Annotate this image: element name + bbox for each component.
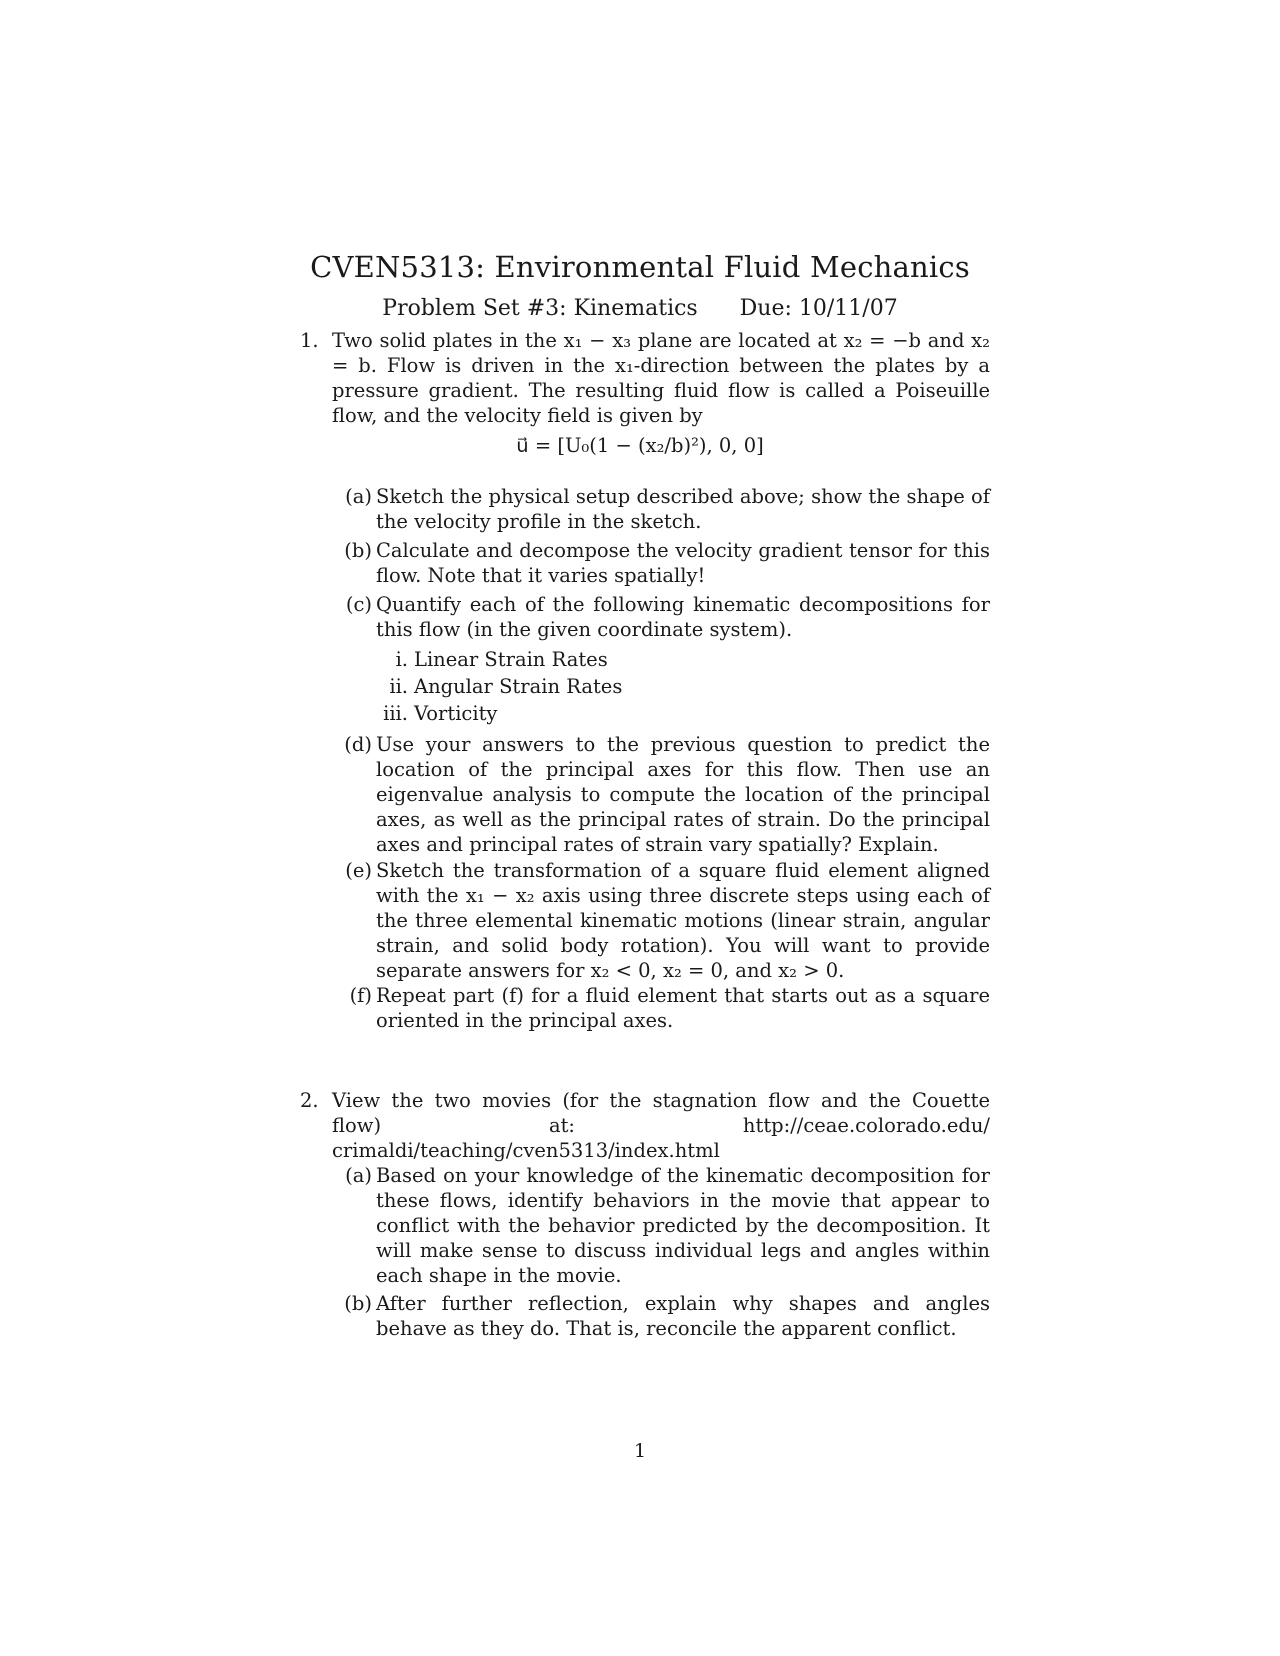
problem-1-part-a — [332, 484, 990, 534]
subitem-label: i. — [395, 648, 408, 671]
part-label: (f) — [349, 984, 372, 1007]
part-text: Based on your knowledge of the kinematic decomposition for these flows, identify behaviors in the movie that appear to conflict with the behavior predicted by the decomposition. It will make sense to discuss individual legs and angles within each shape in the movie. — [376, 1164, 990, 1287]
part-text: After further reflection, explain why shapes and angles behave as they do. That is, reconcile the apparent conflict. — [376, 1292, 990, 1340]
problem-1-part-f — [332, 983, 990, 1033]
problem-2 — [300, 1088, 990, 1163]
part-text: Sketch the transformation of a square fluid element aligned with the x₁ − x₂ axis using three discrete steps using each of the three elemental kinematic motions (linear strain, angular strain, and solid body rotation). You will want to provide separate answers for x₂ < 0, x₂ = 0, and x₂ > 0. — [376, 859, 990, 982]
part-label: (d) — [344, 733, 372, 756]
problem-intro: Two solid plates in the x₁ − x₃ plane are located at x₂ = −b and x₂ = b. Flow is driven in the x₁-direction between the plates by a pressure gradient. The resulting fluid flow is called a Poiseuille flow, and the velocity field is given by — [332, 329, 990, 427]
document-subtitle: Problem Set #3: Kinematics Due: 10/11/07 — [382, 296, 898, 321]
problem-1-part-b — [332, 538, 990, 588]
part-label: (b) — [344, 539, 372, 562]
part-text: Calculate and decompose the velocity gradient tensor for this flow. Note that it varies spatially! — [376, 539, 990, 587]
part-label: (c) — [345, 593, 372, 616]
subitem-ii — [370, 674, 770, 699]
subitem-text: Angular Strain Rates — [414, 675, 623, 698]
problem-number: 2. — [300, 1089, 319, 1112]
problem-2-part-b — [332, 1291, 990, 1341]
part-label: (b) — [344, 1292, 372, 1315]
subitem-label: iii. — [383, 702, 408, 725]
page-number: 1 — [633, 1440, 647, 1462]
subitem-i — [370, 647, 770, 672]
part-label: (a) — [345, 1164, 372, 1187]
document-title: CVEN5313: Environmental Fluid Mechanics — [310, 250, 970, 284]
subitem-label: ii. — [389, 675, 408, 698]
problem-intro: View the two movies (for the stagnation flow and the Couette flow) at: http://ceae.colorado.edu/ crimaldi/teaching/cven5313/index.html — [332, 1089, 990, 1162]
subitem-text: Vorticity — [414, 702, 498, 725]
part-label: (e) — [345, 859, 372, 882]
problem-number: 1. — [300, 329, 319, 352]
problem-1-part-d — [332, 732, 990, 857]
part-text: Repeat part (f) for a fluid element that starts out as a square oriented in the principal axes. — [376, 984, 990, 1032]
problem-2-part-a — [332, 1163, 990, 1288]
part-text: Sketch the physical setup described above; show the shape of the velocity profile in the sketch. — [376, 485, 990, 533]
problem-1 — [300, 328, 990, 428]
problem-1-part-c — [332, 592, 990, 642]
velocity-equation: u⃗ = [U₀(1 − (x₂/b)²), 0, 0] — [516, 434, 764, 457]
part-text: Quantify each of the following kinematic decompositions for this flow (in the given coordinate system). — [376, 593, 990, 641]
part-label: (a) — [345, 485, 372, 508]
part-text: Use your answers to the previous question to predict the location of the principal axes for this flow. Then use an eigenvalue analysis to compute the location of the principal axes, as well as the principal rates of strain. Do the principal axes and principal rates of strain vary spatially? Explain. — [376, 733, 990, 856]
subitem-text: Linear Strain Rates — [414, 648, 608, 671]
subitem-iii — [370, 701, 770, 726]
problem-1-part-e — [332, 858, 990, 983]
